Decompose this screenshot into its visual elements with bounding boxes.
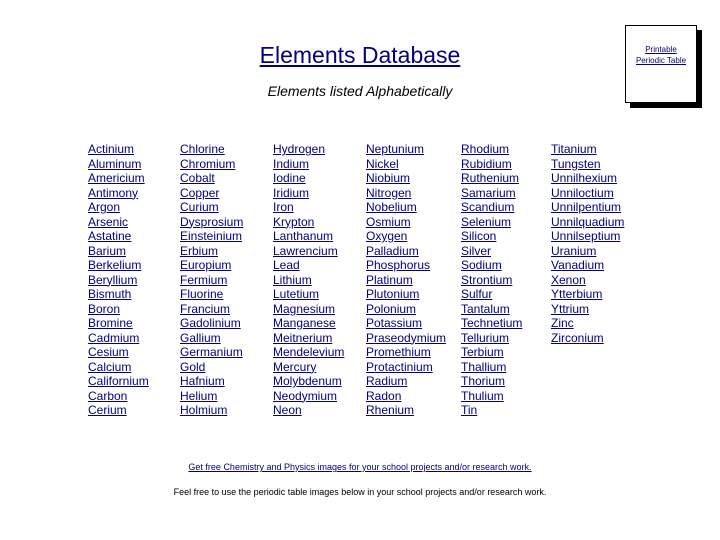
element-link[interactable]: Thallium bbox=[461, 359, 507, 374]
element-link[interactable]: Niobium bbox=[366, 171, 411, 185]
element-link[interactable]: Radon bbox=[366, 388, 402, 403]
element-column-3 bbox=[273, 142, 344, 418]
element-link[interactable]: Iridium bbox=[273, 185, 310, 200]
element-link[interactable]: Antimony bbox=[88, 185, 139, 200]
element-link[interactable]: Cobalt bbox=[180, 171, 215, 185]
element-link[interactable]: Titanium bbox=[551, 142, 597, 156]
element-link[interactable]: Plutonium bbox=[366, 287, 420, 301]
element-link[interactable]: Americium bbox=[88, 171, 145, 185]
element-link[interactable]: Lawrencium bbox=[273, 243, 338, 258]
element-link[interactable]: Aluminum bbox=[88, 156, 142, 171]
element-link[interactable]: Rubidium bbox=[461, 156, 512, 171]
element-link[interactable]: Beryllium bbox=[88, 272, 138, 287]
element-link[interactable]: Bromine bbox=[88, 316, 133, 330]
element-link[interactable]: Berkelium bbox=[88, 258, 142, 272]
element-link[interactable]: Praseodymium bbox=[366, 330, 447, 345]
element-link[interactable]: Unnilquadium bbox=[551, 214, 625, 229]
element-link[interactable]: Sulfur bbox=[461, 287, 493, 301]
element-link[interactable]: Bismuth bbox=[88, 287, 132, 301]
element-link[interactable]: Lead bbox=[273, 258, 300, 272]
element-link[interactable]: Arsenic bbox=[88, 214, 129, 229]
element-link[interactable]: Meitnerium bbox=[273, 330, 333, 345]
element-link[interactable]: Zirconium bbox=[551, 330, 604, 345]
element-link[interactable]: Unniloctium bbox=[551, 185, 614, 200]
element-link[interactable]: Argon bbox=[88, 200, 121, 214]
element-link[interactable]: Rhodium bbox=[461, 142, 510, 156]
page-subtitle: Elements listed Alphabetically bbox=[267, 83, 453, 99]
element-link[interactable]: Protactinium bbox=[366, 359, 433, 374]
element-link[interactable]: Mercury bbox=[273, 359, 317, 374]
element-link[interactable]: Cesium bbox=[88, 345, 129, 359]
element-link[interactable]: Silicon bbox=[461, 229, 497, 243]
element-link[interactable]: Samarium bbox=[461, 185, 516, 200]
element-link[interactable]: Gadolinium bbox=[180, 316, 241, 330]
element-link[interactable]: Neon bbox=[273, 403, 302, 417]
element-link[interactable]: Strontium bbox=[461, 272, 513, 287]
element-link[interactable]: Boron bbox=[88, 301, 121, 316]
element-link[interactable]: Fluorine bbox=[180, 287, 224, 301]
element-link[interactable]: Technetium bbox=[461, 316, 523, 330]
element-link[interactable]: Palladium bbox=[366, 243, 419, 258]
element-column-2 bbox=[180, 142, 243, 418]
footer-note: Feel free to use the periodic table images below in your school projects and/or research work. bbox=[173, 487, 547, 497]
element-link[interactable]: Lithium bbox=[273, 272, 312, 287]
element-link[interactable]: Barium bbox=[88, 243, 127, 258]
element-link[interactable]: Ytterbium bbox=[551, 287, 603, 301]
element-link[interactable]: Einsteinium bbox=[180, 229, 243, 243]
element-link[interactable]: Germanium bbox=[180, 345, 243, 359]
element-link[interactable]: Holmium bbox=[180, 403, 228, 417]
element-link[interactable]: Francium bbox=[180, 301, 231, 316]
element-link[interactable]: Yttrium bbox=[551, 301, 590, 316]
element-link[interactable]: Astatine bbox=[88, 229, 132, 243]
element-link[interactable]: Potassium bbox=[366, 316, 423, 330]
element-link[interactable]: Silver bbox=[461, 243, 492, 258]
element-link[interactable]: Lanthanum bbox=[273, 229, 334, 243]
free-images-link[interactable]: Get free Chemistry and Physics images for your school projects and/or research work. bbox=[188, 462, 532, 472]
element-link[interactable]: Fermium bbox=[180, 272, 228, 287]
element-link[interactable]: Manganese bbox=[273, 316, 336, 330]
element-link[interactable]: Tungsten bbox=[551, 156, 601, 171]
element-link[interactable]: Selenium bbox=[461, 214, 512, 229]
element-link[interactable]: Rhenium bbox=[366, 403, 415, 417]
element-link[interactable]: Nickel bbox=[366, 156, 399, 171]
element-link[interactable]: Krypton bbox=[273, 214, 315, 229]
element-link[interactable]: Terbium bbox=[461, 345, 504, 359]
element-link[interactable]: Uranium bbox=[551, 243, 597, 258]
element-link[interactable]: Tin bbox=[461, 403, 478, 417]
element-link[interactable]: Osmium bbox=[366, 214, 411, 229]
element-link[interactable]: Iron bbox=[273, 200, 294, 214]
element-link[interactable]: Sodium bbox=[461, 258, 502, 272]
element-link[interactable]: Polonium bbox=[366, 301, 417, 316]
element-link[interactable]: Xenon bbox=[551, 272, 586, 287]
element-link[interactable]: Gold bbox=[180, 359, 206, 374]
element-link[interactable]: Helium bbox=[180, 388, 218, 403]
element-link[interactable]: Promethium bbox=[366, 345, 431, 359]
element-link[interactable]: Nobelium bbox=[366, 200, 417, 214]
element-link[interactable]: Dysprosium bbox=[180, 214, 244, 229]
element-link[interactable]: Lutetium bbox=[273, 287, 320, 301]
element-column-6 bbox=[551, 142, 624, 345]
element-link[interactable]: Iodine bbox=[273, 171, 306, 185]
element-link[interactable]: Nitrogen bbox=[366, 185, 412, 200]
element-link[interactable]: Scandium bbox=[461, 200, 515, 214]
element-link[interactable]: Magnesium bbox=[273, 301, 336, 316]
element-link[interactable]: Carbon bbox=[88, 388, 128, 403]
element-link[interactable]: Calcium bbox=[88, 359, 132, 374]
element-link[interactable]: Tellurium bbox=[461, 330, 510, 345]
element-link[interactable]: Oxygen bbox=[366, 229, 408, 243]
element-link[interactable]: Cerium bbox=[88, 403, 127, 417]
element-link[interactable]: Zinc bbox=[551, 316, 574, 330]
element-link[interactable]: Mendelevium bbox=[273, 345, 345, 359]
element-link[interactable]: Tantalum bbox=[461, 301, 510, 316]
element-link[interactable]: Platinum bbox=[366, 272, 413, 287]
element-link[interactable]: Phosphorus bbox=[366, 258, 431, 272]
element-link[interactable]: Chromium bbox=[180, 156, 236, 171]
element-link[interactable]: Indium bbox=[273, 156, 310, 171]
element-link[interactable]: Unnilhexium bbox=[551, 171, 618, 185]
element-link[interactable]: Neodymium bbox=[273, 388, 338, 403]
printable-periodic-table-link[interactable]: Printable Periodic Table bbox=[635, 45, 687, 65]
element-link[interactable]: Europium bbox=[180, 258, 232, 272]
element-link[interactable]: Unnilpentium bbox=[551, 200, 622, 214]
element-link[interactable]: Copper bbox=[180, 185, 220, 200]
element-link[interactable]: Radium bbox=[366, 374, 408, 388]
element-link[interactable]: Vanadium bbox=[551, 258, 605, 272]
element-link[interactable]: Erbium bbox=[180, 243, 219, 258]
page-title[interactable]: Elements Database bbox=[259, 42, 461, 68]
element-link[interactable]: Unnilseptium bbox=[551, 229, 621, 243]
element-column-1 bbox=[88, 142, 149, 418]
element-link[interactable]: Thorium bbox=[461, 374, 506, 388]
printable-periodic-table-card[interactable] bbox=[625, 25, 697, 103]
element-link[interactable]: Hafnium bbox=[180, 374, 225, 388]
element-link[interactable]: Chlorine bbox=[180, 142, 225, 156]
element-link[interactable]: Neptunium bbox=[366, 142, 425, 156]
element-link[interactable]: Thulium bbox=[461, 388, 504, 403]
element-link[interactable]: Californium bbox=[88, 374, 149, 388]
element-link[interactable]: Molybdenum bbox=[273, 374, 342, 388]
element-column-5 bbox=[461, 142, 522, 418]
element-link[interactable]: Gallium bbox=[180, 330, 221, 345]
element-link[interactable]: Cadmium bbox=[88, 330, 140, 345]
element-column-4 bbox=[366, 142, 446, 418]
element-link[interactable]: Ruthenium bbox=[461, 171, 520, 185]
element-link[interactable]: Curium bbox=[180, 200, 219, 214]
element-link[interactable]: Hydrogen bbox=[273, 142, 326, 156]
element-link[interactable]: Actinium bbox=[88, 142, 135, 156]
